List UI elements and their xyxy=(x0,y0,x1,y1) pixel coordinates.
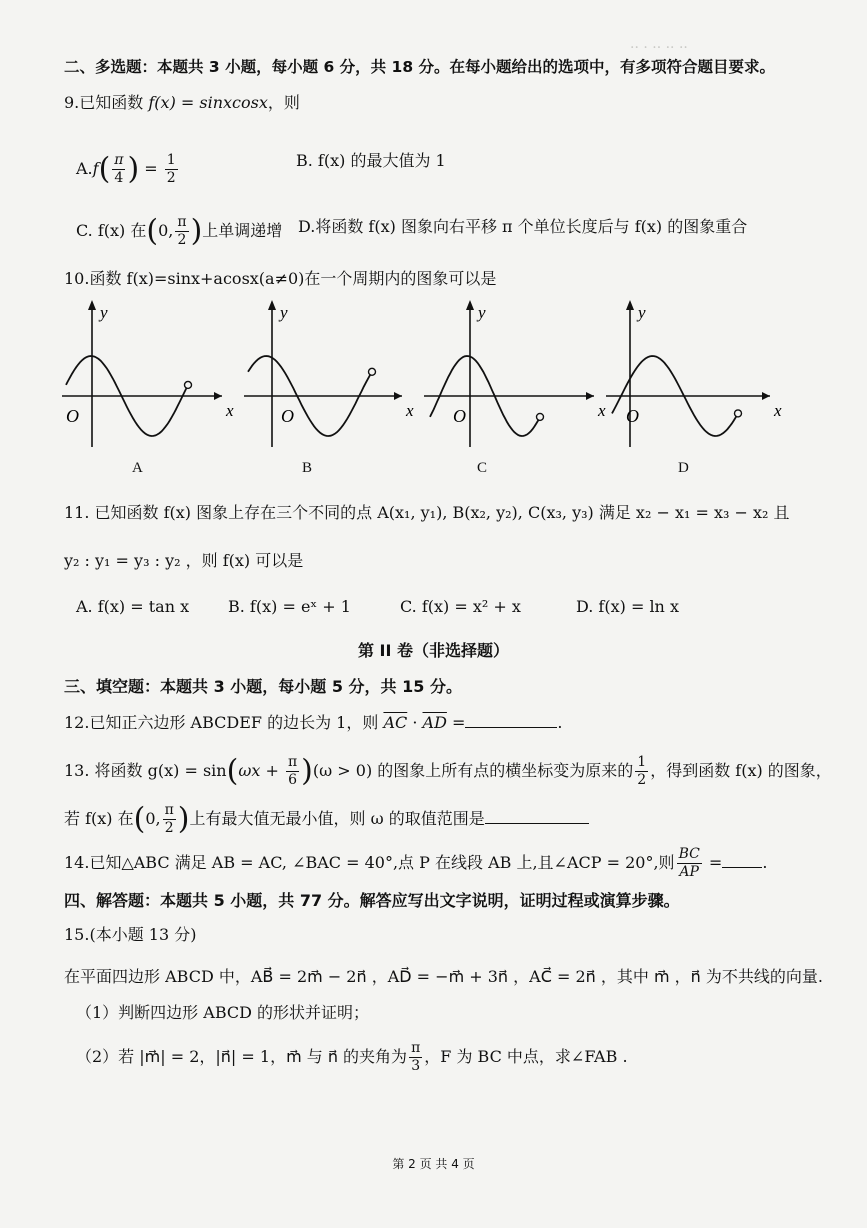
question-15-part-2: （2）若 |m⃗| = 2，|n⃗| = 1，m⃗ 与 n⃗ 的夹角为 $\frac{\pi}{3}$ ，F 为 BC 中点，求∠FAB . xyxy=(76,1040,628,1074)
question-11-stem: 11. 已知函数 f(x) 图象上存在三个不同的点 A(x₁, y₁), B(x₂, y₂), C(x₃, y₃) 满足 x₂ − x₁ = x₃ − x₂ 且 xyxy=(64,503,790,522)
y-arrow-a xyxy=(88,300,96,310)
question-9-option-c: C. f(x) 在(0, $\frac{\pi}{2}$ )上单调递增 xyxy=(76,213,283,249)
graph-label-c: C xyxy=(477,460,488,476)
graph-label-d: D xyxy=(678,460,689,476)
y-label-c: y xyxy=(478,303,486,322)
bleed-through-text: ·· · ·· ·· ·· xyxy=(630,40,688,56)
origin-label-a: O xyxy=(66,406,79,426)
x-arrow-a xyxy=(214,392,222,400)
origin-label-c: O xyxy=(453,406,466,426)
y-label-d: y xyxy=(638,303,646,322)
question-13-line-1: 13. 将函数 g(x) = sin(ωx + $\frac{\pi}{6}$ )(ω > 0) 的图象上所有点的横坐标变为原来的 $\frac{1}{2}$ ，得到函数 f(x) 的图象， xyxy=(64,753,832,789)
answer-blank-13[interactable] xyxy=(485,823,589,824)
question-12: 12.已知正六边形 ABCDEF 的边长为 1，则 $\overline{AC} \cdot \overline{AD}$ = . xyxy=(64,713,563,732)
x-label-b: x xyxy=(406,401,414,420)
section-heading-multi-choice: 二、多选题：本题共 3 小题，每小题 6 分，共 18 分。在每小题给出的选项中，有多项符合题目要求。 xyxy=(64,58,776,76)
y-label-b: y xyxy=(280,303,288,322)
question-9-option-b: B. f(x) 的最大值为 1 xyxy=(296,151,446,170)
page-footer: 第 2 页 共 4 页 xyxy=(392,1157,475,1171)
x-arrow-b xyxy=(394,392,402,400)
y-arrow-d xyxy=(626,300,634,310)
question-11-option-c: C. f(x) = x² + x xyxy=(400,597,521,616)
open-endpoint-d xyxy=(735,410,742,417)
open-endpoint-a xyxy=(185,381,192,388)
question-15-title: 15.(本小题 13 分) xyxy=(64,925,197,944)
question-11-option-b: B. f(x) = eˣ + 1 xyxy=(228,597,351,616)
question-10-stem: 10.函数 f(x)=sinx+acosx(a≠0)在一个周期内的图象可以是 xyxy=(64,269,497,288)
question-15-stem: 在平面四边形 ABCD 中，AB⃗ = 2m⃗ − 2n⃗ ，AD⃗ = −m⃗ + 3n⃗ ，AC⃗ = 2n⃗ ，其中 m⃗ ，n⃗ 为不共线的向量. xyxy=(64,967,823,986)
question-14: 14.已知△ABC 满足 AB = AC, ∠BAC = 40°,点 P 在线段 AB 上,且∠ACP = 20°,则 $\frac{BC}{AP}$ = . xyxy=(64,846,768,880)
question-11-option-a: A. f(x) = tan x xyxy=(76,597,190,616)
question-9-option-a: A.f( $\frac{\pi}{4}$ ) = $\frac{1}{2}$ xyxy=(76,151,176,187)
x-arrow-c xyxy=(586,392,594,400)
y-arrow-b xyxy=(268,300,276,310)
question-15-part-1: （1）判断四边形 ABCD 的形状并证明； xyxy=(76,1003,370,1022)
open-endpoint-b xyxy=(369,368,376,375)
origin-label-b: O xyxy=(281,406,294,426)
question-13-line-2: 若 f(x) 在(0, $\frac{\pi}{2}$ )上有最大值无最小值，则 ω 的取值范围是 xyxy=(64,802,589,837)
answer-blank-14[interactable] xyxy=(722,867,762,868)
section-heading-fill-in: 三、填空题：本题共 3 小题，每小题 5 分，共 15 分。 xyxy=(64,677,462,696)
part-2-heading: 第 II 卷（非选择题） xyxy=(357,641,510,660)
question-9-option-d: D.将函数 f(x) 图象向右平移 π 个单位长度后与 f(x) 的图象重合 xyxy=(298,217,748,236)
question-11-option-d: D. f(x) = ln x xyxy=(576,597,679,616)
answer-blank-12[interactable] xyxy=(465,727,557,728)
question-10-graphs xyxy=(0,292,867,472)
y-arrow-c xyxy=(466,300,474,310)
graph-label-b: B xyxy=(302,460,313,476)
graph-label-a: A xyxy=(132,460,143,476)
x-label-d: x xyxy=(774,401,782,420)
x-arrow-d xyxy=(762,392,770,400)
x-label-a: x xyxy=(226,401,234,420)
x-label-c: x xyxy=(598,401,606,420)
y-label-a: y xyxy=(100,303,108,322)
question-11-stem-2: y₂ : y₁ = y₃ : y₂ ，则 f(x) 可以是 xyxy=(64,551,304,570)
question-9-stem: 9.已知函数 f(x) = sinxcosx，则 xyxy=(64,93,300,112)
open-endpoint-c xyxy=(537,413,544,420)
origin-label-d: O xyxy=(626,406,639,426)
section-heading-answer: 四、解答题：本题共 5 小题，共 77 分。解答应写出文字说明，证明过程或演算步骤。 xyxy=(64,891,680,910)
